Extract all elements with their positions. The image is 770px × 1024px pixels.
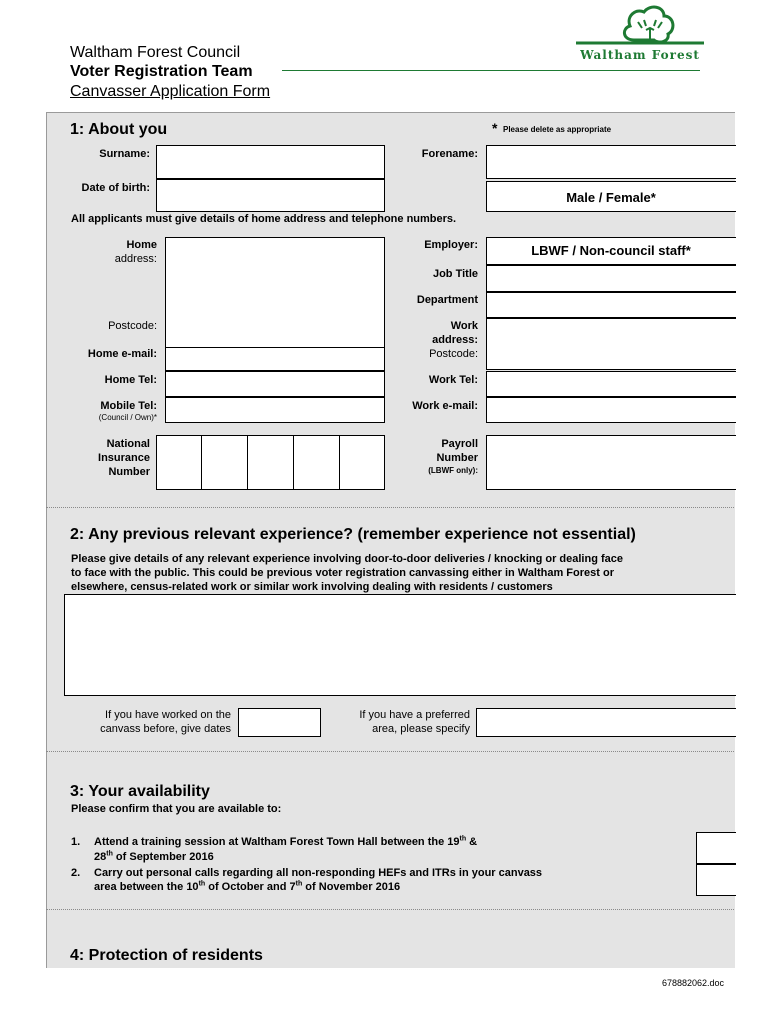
dob-input[interactable] — [156, 179, 385, 212]
gender-field[interactable] — [486, 181, 736, 212]
preferred-area-input[interactable] — [476, 708, 736, 737]
home-tel-input[interactable] — [165, 371, 385, 397]
ni-cell[interactable] — [247, 435, 294, 490]
worked-label-2: canvass before, give dates — [100, 723, 231, 735]
home-address-input[interactable] — [165, 237, 385, 347]
ni-label-3: Number — [108, 466, 150, 478]
doc-reference: 678882062.doc — [661, 978, 724, 988]
item2-confirm-box[interactable] — [696, 864, 736, 896]
item2-number: 2. — [71, 867, 81, 879]
item2-line2: area between the 10th of October and 7th of November 2016 — [94, 880, 401, 893]
payroll-label-2: Number — [436, 452, 478, 464]
form-title: Canvasser Application Form — [70, 83, 271, 100]
work-address-input[interactable] — [486, 318, 736, 370]
home-address-label-1: Home — [126, 239, 157, 251]
employer-value: LBWF / Non-council staff* — [531, 243, 691, 258]
home-email-label: Home e-mail: — [87, 348, 157, 360]
canvass-dates-input[interactable] — [238, 708, 321, 737]
postcode-label: Postcode: — [108, 320, 157, 332]
experience-textarea[interactable] — [64, 594, 736, 696]
council-name: Waltham Forest Council — [70, 44, 241, 61]
ni-cell[interactable] — [339, 435, 385, 490]
area-label-2: area, please specify — [372, 723, 470, 735]
section3-title: 3: Your availability — [70, 783, 210, 800]
section-divider — [46, 909, 734, 910]
ni-cell[interactable] — [201, 435, 248, 490]
mobile-tel-note: (Council / Own)* — [98, 413, 157, 422]
ni-label-2: Insurance — [98, 452, 150, 464]
mobile-tel-label: Mobile Tel: — [100, 400, 157, 412]
ni-cell[interactable] — [293, 435, 340, 490]
department-label: Department — [416, 294, 478, 306]
gender-value: Male / Female* — [566, 190, 656, 205]
section2-title: 2: Any previous relevant experience? (remember experience not essential) — [70, 526, 636, 543]
work-email-input[interactable] — [486, 397, 736, 423]
section2-desc-3: elsewhere, census-related work or similar work involving dealing with residents / customers — [71, 581, 553, 593]
home-address-label-2: address: — [114, 253, 157, 265]
dob-label: Date of birth: — [81, 182, 150, 194]
work-tel-label: Work Tel: — [428, 374, 478, 386]
employer-field[interactable] — [486, 237, 736, 265]
surname-label: Surname: — [99, 148, 150, 160]
ni-label-1: National — [106, 438, 150, 450]
mobile-tel-input[interactable] — [165, 397, 385, 423]
section4-title: 4: Protection of residents — [70, 947, 263, 964]
team-name: Voter Registration Team — [70, 63, 253, 80]
work-address-label-1: Work — [450, 320, 478, 332]
header-rule — [282, 70, 700, 71]
waltham-forest-logo — [572, 0, 708, 66]
item1-confirm-box[interactable] — [696, 832, 736, 864]
ni-cell[interactable] — [156, 435, 202, 490]
item1-line2: 28th of September 2016 — [94, 850, 214, 863]
section2-desc-1: Please give details of any relevant experience involving door-to-door deliveries / knocking or dealing face — [71, 553, 624, 565]
payroll-label-3: (LBWF only): — [428, 466, 478, 475]
section2-desc-2: to face with the public. This could be previous voter registration canvassing either in Waltham Forest or — [71, 567, 614, 579]
work-email-label: Work e-mail: — [412, 400, 478, 412]
worked-label-1: If you have worked on the — [105, 709, 231, 721]
home-email-input[interactable] — [165, 347, 385, 371]
department-input[interactable] — [486, 292, 736, 318]
item1-line1: Attend a training session at Waltham Forest Town Hall between the 19th & — [94, 835, 478, 848]
surname-input[interactable] — [156, 145, 385, 179]
work-tel-input[interactable] — [486, 371, 736, 397]
section-divider — [46, 507, 734, 508]
home-tel-label: Home Tel: — [104, 374, 157, 386]
item1-number: 1. — [71, 836, 81, 848]
section1-title: 1: About you — [70, 121, 168, 138]
area-label-1: If you have a preferred — [359, 709, 470, 721]
forename-input[interactable] — [486, 145, 736, 179]
section-divider — [46, 751, 734, 752]
payroll-label-1: Payroll — [441, 438, 478, 450]
work-address-label-2: address: — [432, 334, 478, 346]
address-note: All applicants must give details of home address and telephone numbers. — [71, 213, 457, 225]
job-title-input[interactable] — [486, 265, 736, 292]
tree-logo-icon — [572, 0, 708, 46]
delete-note: Please delete as appropriate — [503, 125, 612, 134]
employer-label: Employer: — [424, 239, 478, 251]
logo-text: Waltham Forest — [580, 48, 700, 62]
forename-label: Forename: — [421, 148, 478, 160]
section3-subtitle: Please confirm that you are available to: — [71, 803, 282, 815]
payroll-input[interactable] — [486, 435, 736, 490]
note-asterisk: * — [492, 120, 498, 136]
work-postcode-label: Postcode: — [429, 348, 478, 360]
job-title-label: Job Title — [432, 268, 478, 280]
item2-line1: Carry out personal calls regarding all non-responding HEFs and ITRs in your canvass — [94, 867, 543, 879]
